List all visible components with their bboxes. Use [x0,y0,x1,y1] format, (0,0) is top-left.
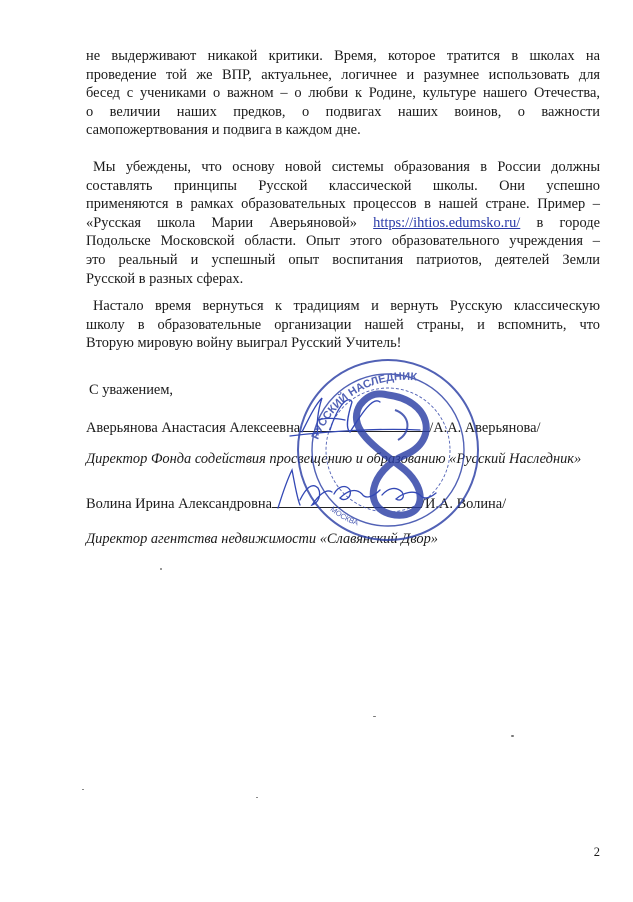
paragraph-line: Вторую мировую войну выиграл Русский Учитель! [86,335,402,352]
signer-1-title: Директор Фонда содействия просвещению и образованию «Русский Наследник» [86,451,582,467]
signer-2-name: Волина Ирина Александровна [86,496,272,512]
signer-1-short-name: /А.А. Аверьянова/ [429,420,541,436]
paragraph-line: школу в образовательные организации нашей страны, и вспомнить, что [86,316,600,333]
paragraph-line: самопожертвования и подвига в каждом дне. [86,122,361,139]
paragraph-line: Русской в разных сферах. [86,270,244,287]
school-website-link[interactable]: https://ihtios.edumsko.ru/ [373,214,521,231]
stamp-city: МОСКВА [328,504,360,528]
paragraph-line: это реальный и успешный опыт воспитания патриотов, деятелей Земли [86,251,600,268]
paragraph-line: составлять принципы Русской классической школы. Они успешно [86,177,600,194]
closing-text: С уважением, [89,382,174,398]
paragraph-line: применяются в рамках образовательных процессов в нашей стране. Пример – [86,196,600,213]
scan-speck [256,797,258,798]
paragraph-line: Настало время вернуться к традициям и вернуть Русскую классическую [93,298,600,314]
page-number: 2 [593,845,600,859]
paragraph-line: Мы убеждены, что основу новой системы образования в России должны [93,159,600,175]
paragraph-line: проведение той же ВПР, актуальнее, логичнее и разумнее использовать для [86,66,600,83]
signer-2-title: Директор агентства недвижимости «Славянский Двор» [86,531,438,547]
scan-speck [82,789,84,790]
signer-2-short-name: /И.А. Волина/ [421,496,507,512]
scan-speck [160,568,162,570]
signer-1-name: Аверьянова Анастасия Алексеевна [86,420,301,436]
organization-stamp [298,360,478,540]
scan-speck [373,716,376,717]
paragraph-line: бесед с учениками о важном – о любви к Родине, культуре нашего Отечества, [86,85,600,102]
paragraph-line: «Русская школа Марии Аверьяновой» https://ihtios.edumsko.ru/ в городе [86,214,600,231]
paragraph-line: о величии наших предков, о подвигах наших воинов, о важности [86,103,600,120]
paragraph-line: Подольске Московской области. Опыт этого образовательного учреждения – [86,233,600,250]
paragraph-line: не выдерживают никакой критики. Время, которое тратится в школах на [86,48,600,64]
scan-speck [511,735,514,737]
stamp-text: РУССКИЙ НАСЛЕДНИК [309,370,418,442]
